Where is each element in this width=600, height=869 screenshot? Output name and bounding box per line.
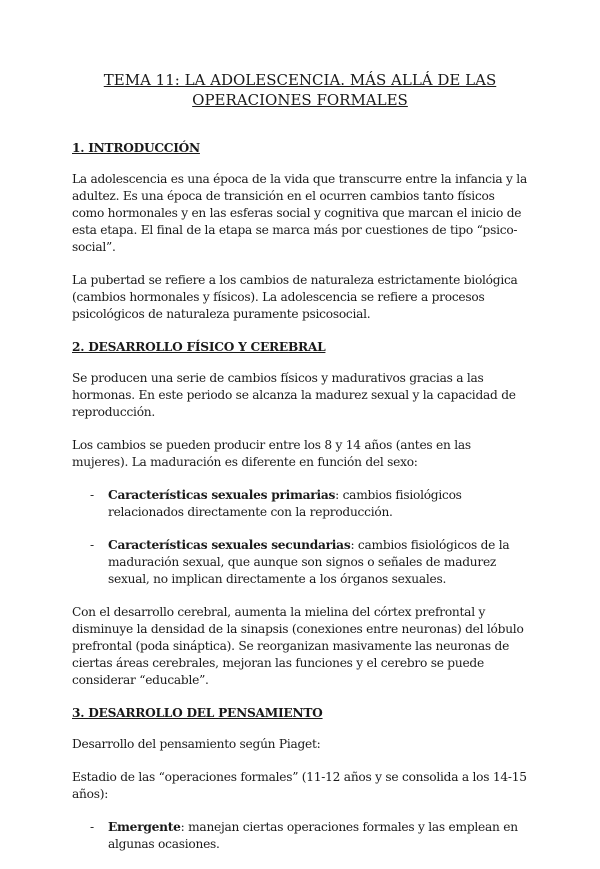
list-term: Características sexuales primarias <box>108 488 336 502</box>
paragraph: La pubertad se refiere a los cambios de naturaleza estrictamente biológica (cambios hormonales y físicos). La adolescencia se refiere a procesos psicológicos de naturaleza puramente psicosocial. <box>72 273 518 321</box>
section-heading-desarrollo-fisico: 2. DESARROLLO FÍSICO Y CEREBRAL <box>72 340 326 354</box>
section-heading-introduccion: 1. INTRODUCCIÓN <box>72 141 200 155</box>
list-term: Características sexuales secundarias <box>108 538 351 552</box>
bullet-list <box>72 487 528 588</box>
list-item <box>72 487 528 521</box>
dash-bullet: - <box>90 820 94 834</box>
section-heading-desarrollo-pensamiento: 3. DESARROLLO DEL PENSAMIENTO <box>72 706 323 720</box>
paragraph: Con el desarrollo cerebral, aumenta la mielina del córtex prefrontal y disminuye la densidad de la sinapsis (conexiones entre neuronas) del lóbulo prefrontal (poda sináptica). Se reorganizan masivamente las neuronas de ciertas áreas cerebrales, mejoran las funciones y el cerebro se puede considerar “educable”. <box>72 605 524 687</box>
paragraph: Desarrollo del pensamiento según Piaget: <box>72 737 321 751</box>
paragraph: Estadio de las “operaciones formales” (11-12 años y se consolida a los 14-15 años): <box>72 770 527 801</box>
document-title <box>72 70 528 110</box>
dash-bullet: - <box>90 488 94 502</box>
list-item <box>72 537 528 588</box>
list-term: Emergente <box>108 820 181 834</box>
title-line-2: OPERACIONES FORMALES <box>192 91 408 109</box>
paragraph: Los cambios se pueden producir entre los 8 y 14 años (antes en las mujeres). La maduración es diferente en función del sexo: <box>72 438 471 469</box>
title-line-1: TEMA 11: LA ADOLESCENCIA. MÁS ALLÁ DE LAS <box>103 71 497 89</box>
list-text: : cambios fisiológicos de la maduración sexual, que aunque son signos o señales de madurez sexual, no implican directamente a los órganos sexuales. <box>108 538 510 586</box>
paragraph: La adolescencia es una época de la vida que transcurre entre la infancia y la adultez. Es una época de transición en el ocurren cambios tanto físicos como hormonales y en las esferas social y cognitiva que marcan el inicio de esta etapa. El final de la etapa se marca más por cuestiones de tipo “psico-social”. <box>72 172 527 254</box>
dash-bullet: - <box>90 538 94 552</box>
list-text: : manejan ciertas operaciones formales y las emplean en algunas ocasiones. <box>108 820 518 851</box>
paragraph: Se producen una serie de cambios físicos y madurativos gracias a las hormonas. En este periodo se alcanza la madurez sexual y la capacidad de reproducción. <box>72 371 516 419</box>
document-page <box>72 70 528 869</box>
list-text: : cambios fisiológicos relacionados directamente con la reproducción. <box>108 488 462 519</box>
